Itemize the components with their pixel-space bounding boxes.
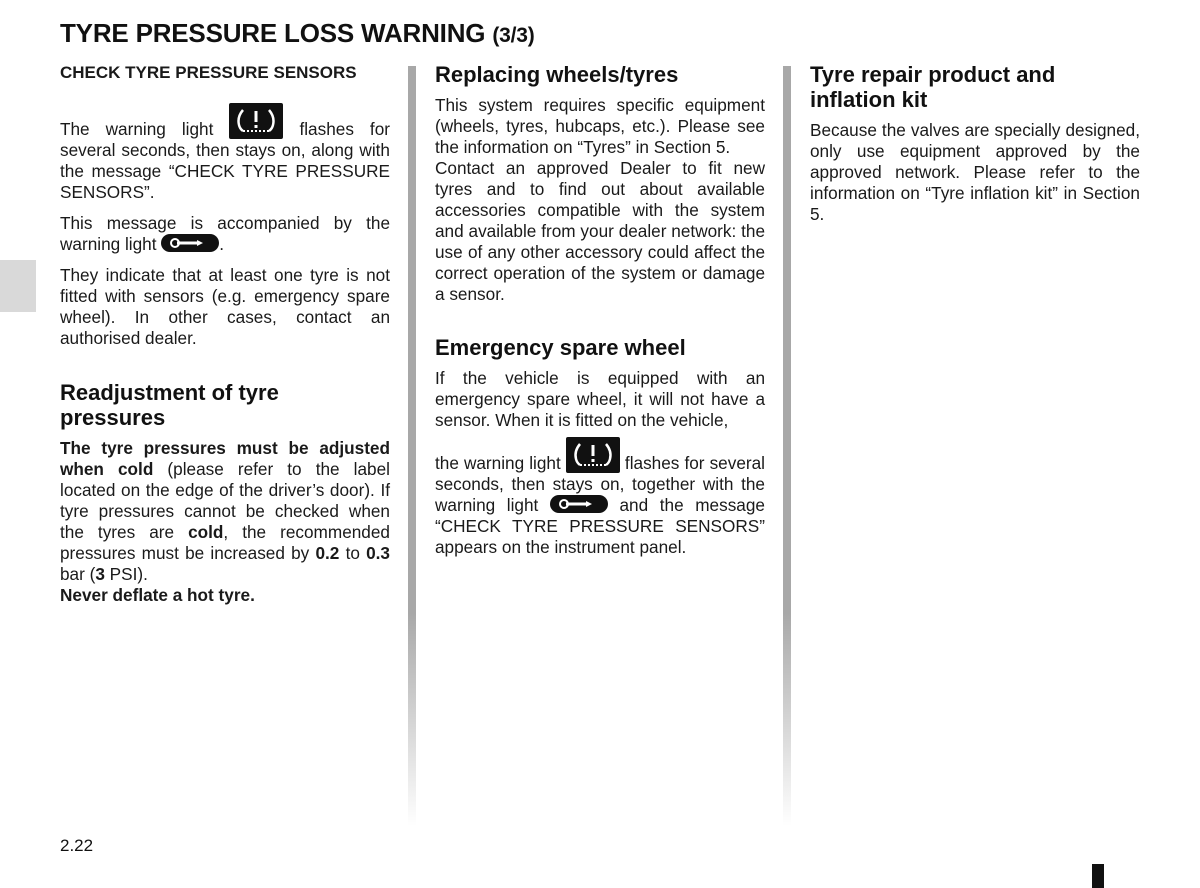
text: flashes for several seconds, then stays on, together with the warning light xyxy=(435,453,765,515)
text-bold: 0.3 xyxy=(366,543,390,563)
text: . xyxy=(219,234,225,254)
text: This message is accompanied by the warning light xyxy=(60,213,390,254)
section-tab xyxy=(0,260,36,312)
text: (please refer to the label located on the edge of the driver’s door). If tyre pressures cannot be checked when the tyres are xyxy=(60,459,390,542)
column-middle xyxy=(435,62,765,558)
heading-readjustment: Readjustment of tyre pressures xyxy=(60,380,279,430)
title-suffix: (3/3) xyxy=(492,24,535,47)
text: to xyxy=(339,543,367,563)
tyre-pressure-warning-icon xyxy=(229,103,283,139)
paragraph xyxy=(60,103,390,203)
page-edge-marker xyxy=(1092,864,1104,888)
paragraph: Contact an approved Dealer to fit new tyres and to find out about available accessories compatible with the system and available from your dealer network: the use of any other accessory could affect the correct operation of the system or damage a sensor. xyxy=(435,158,765,304)
wrench-service-icon xyxy=(550,495,608,513)
paragraph xyxy=(435,437,765,558)
text: the warning light xyxy=(435,453,561,473)
text: and the message “CHECK TYRE PRESSURE SENSORS” appears on the instrument panel. xyxy=(435,495,765,557)
text-bold: cold xyxy=(188,522,224,542)
column-divider xyxy=(408,66,416,826)
text: bar ( xyxy=(60,564,96,584)
text: PSI). xyxy=(104,564,148,584)
heading-replacing-wheels: Replacing wheels/tyres xyxy=(435,62,679,87)
column-divider xyxy=(783,66,791,826)
heading-spare-wheel: Emergency spare wheel xyxy=(435,335,686,360)
page-title xyxy=(60,18,535,49)
paragraph: They indicate that at least one tyre is not fitted with sensors (e.g. emergency spare wheel). In other cases, contact an authorised dealer. xyxy=(60,265,390,348)
paragraph xyxy=(60,438,390,585)
text: , the recommended pressures must be increased by xyxy=(60,522,390,563)
paragraph xyxy=(60,213,390,255)
text: The warning light xyxy=(60,119,214,139)
text-bold: 3 xyxy=(95,564,105,584)
title-main: TYRE PRESSURE LOSS WARNING xyxy=(60,18,486,48)
subheading-sensors: CHECK TYRE PRESSURE SENSORS xyxy=(60,63,357,82)
paragraph: This system requires specific equipment (wheels, tyres, hubcaps, etc.). Please see the information on “Tyres” in Section 5. xyxy=(435,95,765,157)
paragraph-warning xyxy=(60,585,390,606)
heading-repair-kit: Tyre repair product and inflation kit xyxy=(810,62,1056,112)
page-number: 2.22 xyxy=(60,836,94,855)
text-bold: The tyre pressures must be adjusted when cold xyxy=(60,438,390,479)
column-left xyxy=(60,62,390,606)
column-right xyxy=(810,62,1140,225)
paragraph: If the vehicle is equipped with an emergency spare wheel, it will not have a sensor. When it is fitted on the vehicle, xyxy=(435,368,765,430)
text-bold: Never deflate a hot tyre. xyxy=(60,585,255,605)
paragraph: Because the valves are specially designed, only use equipment approved by the approved network. Please refer to the information on “Tyre inflation kit” in Section 5. xyxy=(810,120,1140,224)
text-bold: 0.2 xyxy=(315,543,340,563)
text: flashes for several seconds, then stays on, along with the message “CHECK TYRE PRESSURE SENSORS”. xyxy=(60,119,390,202)
wrench-service-icon xyxy=(161,234,219,252)
tyre-pressure-warning-icon xyxy=(566,437,620,473)
